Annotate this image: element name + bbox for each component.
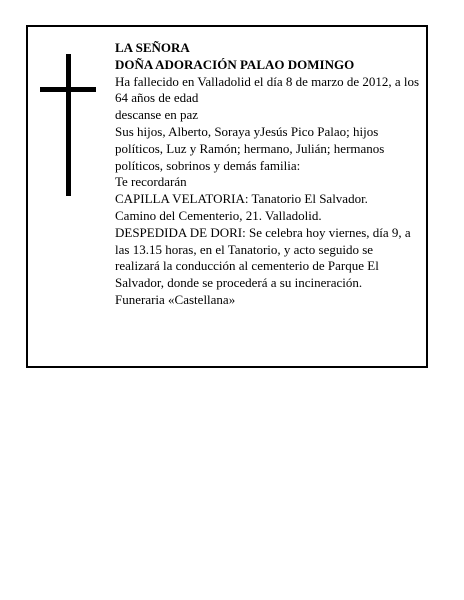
chapel-line-2: Camino del Cementerio, 21. Valladolid.: [115, 207, 322, 223]
notice-text: [115, 40, 420, 309]
cross-horizontal-bar: [40, 87, 96, 92]
obituary-notice: [26, 25, 428, 368]
rest-in-peace: descanse en paz: [115, 107, 199, 123]
deceased-name: DOÑA ADORACIÓN PALAO DOMINGO: [115, 56, 355, 72]
heading-title: LA SEÑORA: [115, 40, 190, 55]
family-list: Sus hijos, Alberto, Soraya yJesús Pico Palao; hijos políticos, Luz y Ramón; hermano, Julián; hermanos políticos, sobrinos y demás familia:: [115, 123, 385, 173]
cross-icon: [40, 54, 96, 196]
cross-vertical-bar: [66, 54, 71, 196]
funeral-home: Funeraria «Castellana»: [115, 291, 236, 307]
farewell-info: DESPEDIDA DE DORI: Se celebra hoy viernes, día 9, a las 13.15 horas, en el Tanatorio, y acto seguido se realizará la conducción al cementerio de Parque El Salvador, donde se procederá a su incineración.: [115, 224, 411, 291]
chapel-line-1: CAPILLA VELATORIA: Tanatorio El Salvador.: [115, 191, 368, 207]
death-info: Ha fallecido en Valladolid el día 8 de marzo de 2012, a los 64 años de edad: [115, 73, 420, 106]
remember-text: Te recordarán: [115, 174, 187, 190]
